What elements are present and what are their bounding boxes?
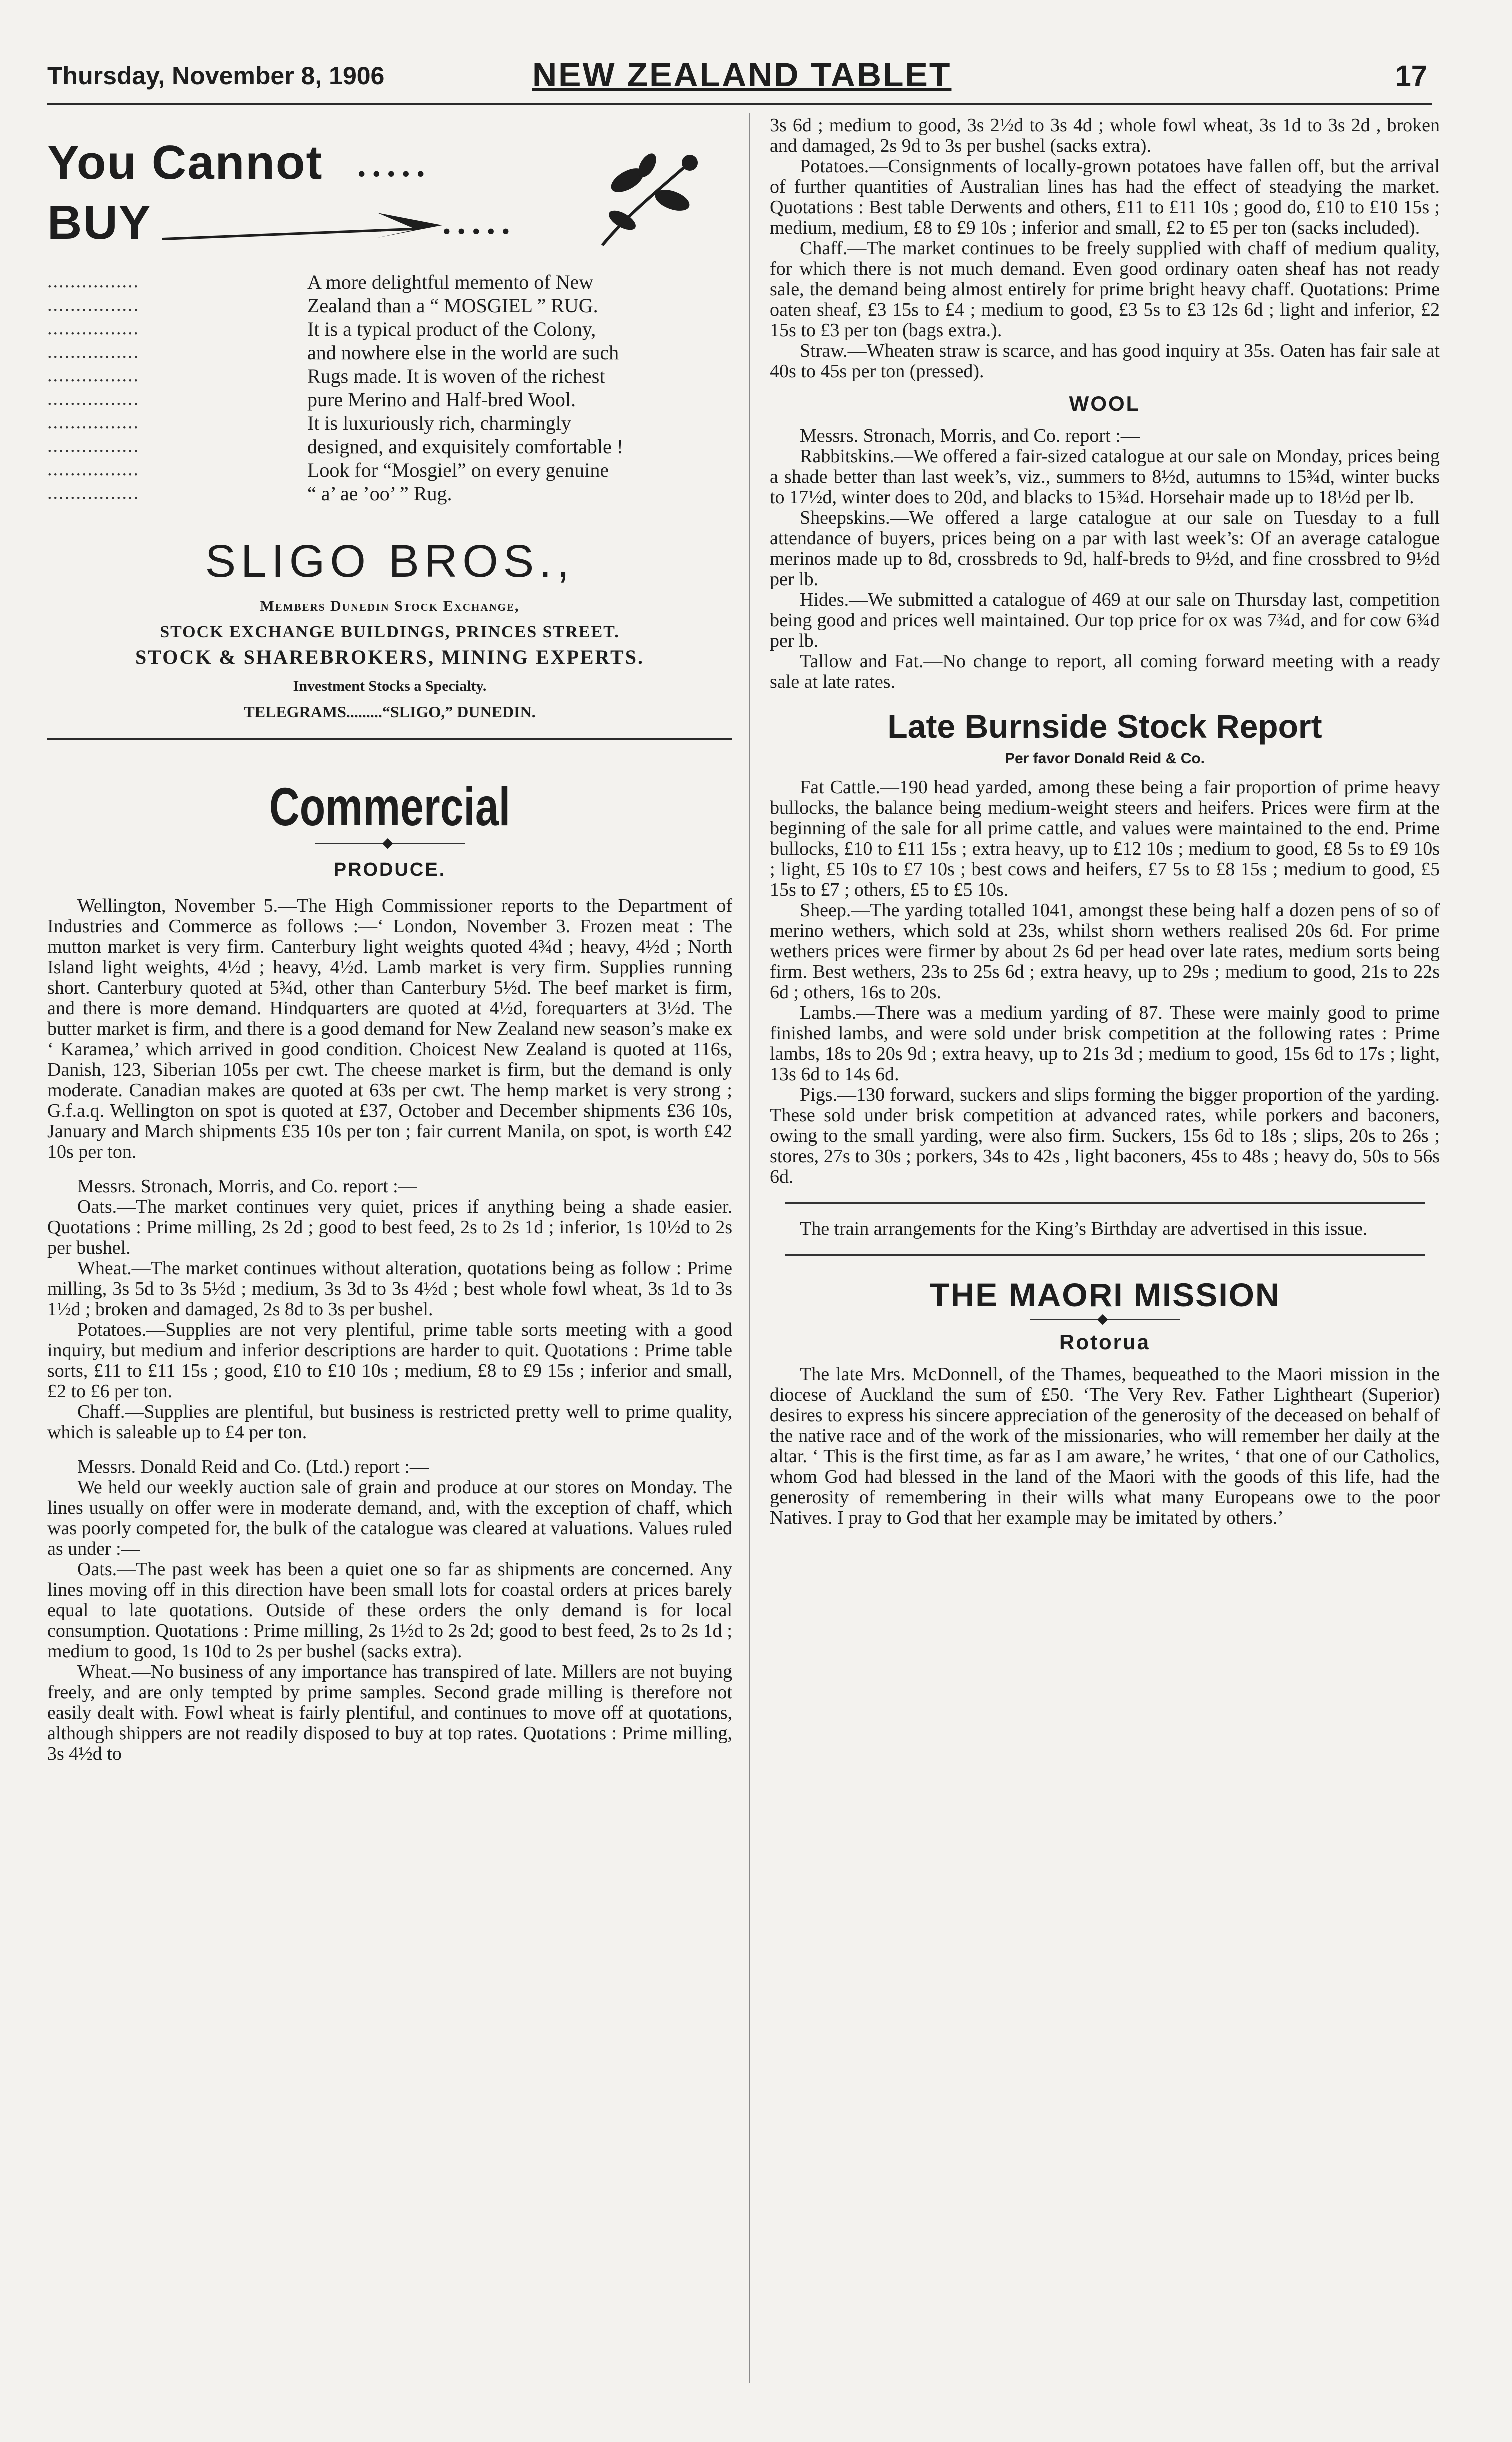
article-paragraph: Oats.—The past week has been a quiet one so far as shipments are concerned. Any lines moving off in this direction have been small lots for coastal orders at prices barely equal to late quotations. Outside of these orders the only demand is for local consumption. Quotations : Prime milling, 2s 1½d to 2s 2d; good to best feed, 2s to 2s 1d ; medium to good, 1s 10d to 2s per bushel (sacks extra). — [48, 1559, 732, 1662]
article-paragraph: Messrs. Donald Reid and Co. (Ltd.) report :— — [78, 1456, 429, 1477]
sligo-membership: Members Dunedin Stock Exchange, — [260, 598, 520, 614]
ad-headline-cannot: You Cannot — [48, 136, 324, 189]
mosgiel-advertisement — [48, 115, 732, 765]
article-paragraph: Wheat.—No business of any importance has transpired of late. Millers are not buying freely, and are only tempted by prime samples. Second grade milling is therefore not easily dealt with. Fowl wheat is fairly plentiful, and continues to move off at quotations, although shippers are not readily disposed to buy at top rates. Quotations : Prime milling, 3s 4½d to — [48, 1661, 732, 1764]
ad-dotted-leaders — [48, 270, 288, 505]
dot-leader: ................ — [48, 294, 140, 315]
article-paragraph: Rabbitskins.—We offered a fair-sized catalogue at our sale on Monday, prices being a shade better than last week’s, viz., summers to 8½d, autumns to 15¾d, winter bucks to 17½d, winter does to 20d, and blacks to 15¾d. Horsehair made up to 18½d per lb. — [770, 446, 1440, 508]
sligo-address: STOCK EXCHANGE BUILDINGS, PRINCES STREET. — [160, 623, 620, 641]
dot-leader: ................ — [48, 459, 140, 480]
article-paragraph: Wheat.—The market continues without alteration, quotations being as follow : Prime milling, 3s 5d to 3s 5½d ; medium, 3s 3d to 3s 4½d ; best whole fowl wheat, 3s 1d to 3s 1½d ; broken and damaged, 2s 8d to 3s per bushel. — [48, 1258, 732, 1320]
burnside-heading: Late Burnside Stock Report — [888, 708, 1322, 745]
article-paragraph: Tallow and Fat.—No change to report, all coming forward meeting with a ready sale at late rates. — [770, 651, 1440, 692]
ad-bottom-rule — [48, 738, 732, 740]
issue-date: Thursday, November 8, 1906 — [48, 62, 385, 90]
thistle-sprig-icon — [592, 145, 702, 255]
dot-leader: ................ — [48, 388, 140, 409]
article-paragraph: Fat Cattle.—190 head yarded, among these being a fair proportion of prime heavy bullocks, the balance being medium-weight steers and heifers. Prices were firm at the beginning of the sale for all prime cattle, and values were maintained to the end. Prime bullocks, £10 to £11 15s ; extra heavy, up to £12 10s ; medium to good, £8 5s to £9 10s ; light, £5 10s to £7 10s ; best cows and heifers, £7 5s to £8 15s ; medium to good, £5 15s to £7 ; others, £5 to £5 10s. — [770, 777, 1440, 900]
ad-line: It is a typical product of the Colony, — [308, 318, 596, 340]
ad-line: and nowhere else in the world are such — [308, 341, 620, 364]
article-paragraph: Wellington, November 5.—The High Commissioner reports to the Department of Industries and Commerce as follows :—‘ London, November 3. Frozen meat : The mutton market is very firm. Canterbury light weights quoted 4¾d ; heavy, 4½d ; North Island light weights, 4½d ; heavy, 4½d. Lamb market is very firm. Supplies running short. Canterbury quoted at 5¾d, other than Canterbury 5½d. The beef market is firm, and there is more demand. Hindquarters are quoted at 4½d, forequarters at 3½d. The butter market is firm, and there is a good demand for New Zealand new season’s make ex ‘ Karamea,’ which arrived in good condition. Choicest New Zealand is quoted at 116s, Danish, 123, Siberian 105s per cwt. The cheese market is firm, but the demand is only moderate. Canadian makes are quoted at 63s per cwt. The hemp market is very strong ; G.f.a.q. Wellington on spot is quoted at £37, October and December shipments £36 10s, January and March shipments £35 10s per ton ; fair current Manila, on spot, is worth £42 10s per ton. — [48, 895, 732, 1162]
article-paragraph: Pigs.—130 forward, suckers and slips forming the bigger proportion of the yarding. These sold under brisk competition at advanced rates, while porkers and baconers, owing to the small yarding, were also firm. Suckers, 15s 6d to 18s ; slips, 20s to 26s ; stores, 27s to 30s ; porkers, 34s to 42s , light baconers, 45s to 48s ; heavy do, 50s to 56s 6d. — [770, 1084, 1440, 1187]
burnside-byline: Per favor Donald Reid & Co. — [1004, 750, 1206, 767]
sligo-bros-name: SLIGO BROS., — [205, 536, 575, 587]
page-header — [48, 55, 1428, 95]
produce-heading: PRODUCE. — [334, 859, 446, 880]
newspaper-title: NEW ZEALAND TABLET — [532, 56, 952, 94]
article-paragraph: Sheepskins.—We offered a large catalogue at our sale on Tuesday to a full attendance of buyers, prices being on a par with last week’s: Of an average catalogue merinos made up to 8d, crossbreds to 9d, half-breds to 9½d, and fine crossbred to 9½d per lb. — [770, 507, 1440, 590]
article-paragraph: We held our weekly auction sale of grain and produce at our stores on Monday. The lines usually on offer were in moderate demand, and, with the exception of chaff, which was poorly competed for, the bulk of the catalogue was cleared at valuations. Values ruled as under :— — [48, 1477, 732, 1559]
article-paragraph: Chaff.—Supplies are plentiful, but business is restricted pretty well to prime quality, which is saleable up to £4 per ton. — [48, 1401, 732, 1443]
header-rule — [48, 103, 1432, 105]
commercial-heading: Commercial — [269, 776, 511, 837]
sligo-telegrams: TELEGRAMS.........“SLIGO,” DUNEDIN. — [244, 703, 536, 721]
ad-line: pure Merino and Half-bred Wool. — [308, 388, 576, 411]
dot-leader: ................ — [48, 271, 140, 292]
article-paragraph: Straw.—Wheaten straw is scarce, and has good inquiry at 35s. Oaten has fair sale at 40s to 45s per ton (pressed). — [770, 340, 1440, 382]
section-rule — [785, 1254, 1425, 1256]
dot-leader: ................ — [48, 318, 140, 339]
wool-heading: WOOL — [1069, 392, 1141, 415]
dot-leader: ................ — [48, 435, 140, 456]
ad-line: A more delightful memento of New — [308, 271, 594, 293]
ad-dots: ..... — [442, 203, 516, 242]
column-divider — [749, 113, 750, 2383]
section-rule — [785, 1202, 1425, 1204]
ad-line: Zealand than a “ MOSGIEL ” RUG. — [308, 294, 598, 317]
dot-leader: ................ — [48, 341, 140, 362]
article-paragraph: Messrs. Stronach, Morris, and Co. report :— — [800, 425, 1140, 446]
ad-line: “ a’ ae ’oo’ ” Rug. — [308, 482, 452, 505]
ad-arrow-icon — [162, 210, 442, 240]
article-paragraph: The late Mrs. McDonnell, of the Thames, bequeathed to the Maori mission in the diocese of Auckland the sum of £50. ‘The Very Rev. Father Lightheart (Superior) desires to express his sincere appreciation of the generosity of the deceased on behalf of the native race and of the work of the missionaries, who will remember her daily at the altar. ‘ This is the first time, as far as I am aware,’ he writes, ‘ that one of our Catholics, whom God had blessed in the land of the Maori with the goods of this life, had the generosity of remembering in their wills what many Europeans owe to the poor Natives. I pray to God that her example may be imitated by others.’ — [770, 1364, 1440, 1528]
ad-line: It is luxuriously rich, charmingly — [308, 412, 572, 434]
article-paragraph: Messrs. Stronach, Morris, and Co. report :— — [78, 1176, 418, 1197]
ad-line: Look for “Mosgiel” on every genuine — [308, 459, 610, 481]
left-column — [48, 115, 732, 1764]
article-paragraph: Lambs.—There was a medium yarding of 87. These were mainly good to prime finished lambs, and were sold under brisk competition at the following rates : Prime lambs, 18s to 20s 9d ; extra heavy, up to 21s 3d ; medium to good, 15s 6d to 17s ; light, 13s 6d to 14s 6d. — [770, 1002, 1440, 1085]
ad-dots: ..... — [358, 146, 432, 184]
article-paragraph: Potatoes.—Supplies are not very plentiful, prime table sorts meeting with a good inquiry, but medium and inferior descriptions are harder to quit. Quotations : Prime table sorts, £11 to £11 15s ; good, £10 to £10 10s ; medium, £8 to £9 15s ; inferior and small, £2 to £6 per ton. — [48, 1319, 732, 1402]
article-paragraph: 3s 6d ; medium to good, 3s 2½d to 3s 4d ; whole fowl wheat, 3s 1d to 3s 2d , broken and damaged, 2s 9d to 3s per bushel (sacks extra). — [770, 115, 1440, 156]
article-paragraph: Chaff.—The market continues to be freely supplied with chaff of medium quality, for which there is not much demand. Even good ordinary oaten sheaf has not ready sale, the demand being almost entirely for prime bright heavy chaff. Quotations: Prime oaten sheaf, £3 15s to £4 ; medium to good, £3 5s to £3 12s 6d ; light and inferior, £2 15s to £3 per ton (bags extra.). — [770, 238, 1440, 341]
sligo-trade: STOCK & SHAREBROKERS, MINING EXPERTS. — [136, 646, 644, 668]
ad-headline-buy: BUY — [48, 196, 152, 249]
article-paragraph: Potatoes.—Consignments of locally-grown potatoes have fallen off, but the arrival of further quantities of Australian lines has had the effect of steadying the market. Quotations : Best table Derwents and others, £11 to £11 10s ; good do, £10 to £10 15s ; medium, medium, £8 to £9 10s ; inferior and small, £2 to £5 per ton (sacks included). — [770, 156, 1440, 238]
ad-line: designed, and exquisitely comfortable ! — [308, 435, 624, 458]
train-note: The train arrangements for the King’s Birthday are advertised in this issue. — [800, 1218, 1368, 1239]
right-column — [770, 115, 1440, 1528]
ad-line: Rugs made. It is woven of the richest — [308, 365, 606, 387]
dot-leader: ................ — [48, 365, 140, 386]
ad-body-text — [308, 270, 722, 505]
maori-mission-heading: THE MAORI MISSION — [930, 1276, 1280, 1313]
ornament-divider — [1030, 1319, 1180, 1320]
rotorua-subheading: Rotorua — [1060, 1330, 1150, 1354]
ornament-divider — [315, 843, 465, 844]
dot-leader: ................ — [48, 482, 140, 503]
article-paragraph: Sheep.—The yarding totalled 1041, amongst these being half a dozen pens of so of merino wethers, which sold at 23s, whilst shorn wethers realised 20s 6d. For prime wethers prices were firmer by about 2s 6d per head over late rates, medium sorts being firm. Best wethers, 23s to 25s 6d ; extra heavy, up to 29s ; medium to good, 21s to 22s 6d ; others, 16s to 20s. — [770, 900, 1440, 1003]
article-paragraph: Oats.—The market continues very quiet, prices if anything being a shade easier. Quotations : Prime milling, 2s 2d ; good to best feed, 2s to 2s 1d ; inferior, 1s 10½d to 2s per bushel. — [48, 1196, 732, 1258]
dot-leader: ................ — [48, 412, 140, 433]
page-number: 17 — [1395, 60, 1428, 92]
article-paragraph: Hides.—We submitted a catalogue of 469 at our sale on Thursday last, competition being good and prices well maintained. Our top price for ox was 7¾d, and for cow 6¾d per lb. — [770, 589, 1440, 651]
sligo-specialty: Investment Stocks a Specialty. — [293, 678, 487, 694]
